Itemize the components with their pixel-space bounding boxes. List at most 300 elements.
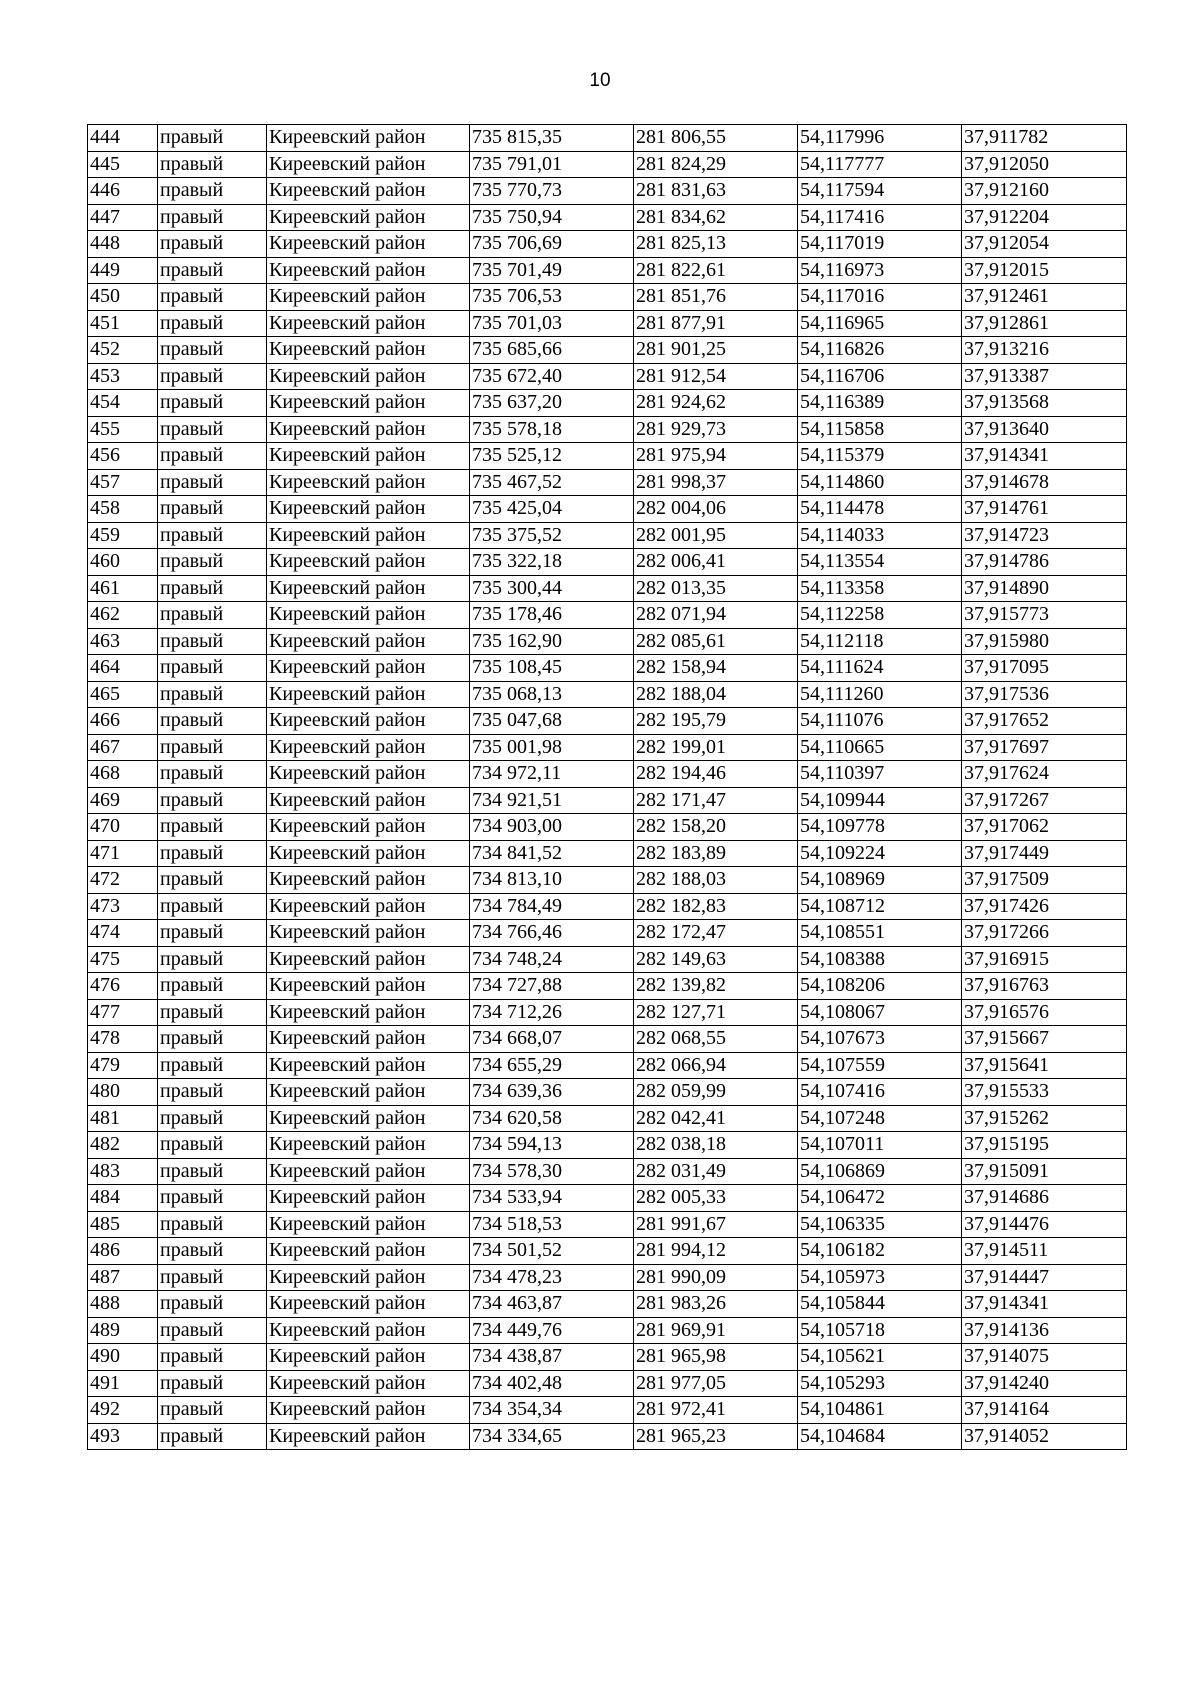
longitude-cell: 37,917697: [962, 734, 1127, 761]
y-coordinate-cell: 281 806,55: [634, 125, 798, 152]
latitude-cell: 54,104684: [798, 1423, 962, 1450]
longitude-cell: 37,917062: [962, 814, 1127, 841]
district-cell: Киреевский район: [267, 549, 470, 576]
district-cell: Киреевский район: [267, 284, 470, 311]
bank-cell: правый: [158, 1264, 267, 1291]
latitude-cell: 54,112258: [798, 602, 962, 629]
point-number-cell: 455: [88, 416, 158, 443]
y-coordinate-cell: 281 929,73: [634, 416, 798, 443]
bank-cell: правый: [158, 310, 267, 337]
y-coordinate-cell: 282 171,47: [634, 787, 798, 814]
x-coordinate-cell: 734 478,23: [470, 1264, 634, 1291]
longitude-cell: 37,912461: [962, 284, 1127, 311]
table-row: [88, 1291, 1127, 1318]
district-cell: Киреевский район: [267, 1264, 470, 1291]
latitude-cell: 54,106869: [798, 1158, 962, 1185]
latitude-cell: 54,106182: [798, 1238, 962, 1265]
latitude-cell: 54,117594: [798, 178, 962, 205]
bank-cell: правый: [158, 575, 267, 602]
district-cell: Киреевский район: [267, 1291, 470, 1318]
longitude-cell: 37,914052: [962, 1423, 1127, 1450]
table-row: [88, 1423, 1127, 1450]
x-coordinate-cell: 735 467,52: [470, 469, 634, 496]
x-coordinate-cell: 734 712,26: [470, 999, 634, 1026]
table-row: [88, 734, 1127, 761]
point-number-cell: 456: [88, 443, 158, 470]
latitude-cell: 54,106335: [798, 1211, 962, 1238]
longitude-cell: 37,913387: [962, 363, 1127, 390]
district-cell: Киреевский район: [267, 125, 470, 152]
point-number-cell: 446: [88, 178, 158, 205]
x-coordinate-cell: 734 727,88: [470, 973, 634, 1000]
y-coordinate-cell: 282 004,06: [634, 496, 798, 523]
bank-cell: правый: [158, 1291, 267, 1318]
point-number-cell: 458: [88, 496, 158, 523]
x-coordinate-cell: 734 518,53: [470, 1211, 634, 1238]
table-row: [88, 390, 1127, 417]
district-cell: Киреевский район: [267, 602, 470, 629]
table-row: [88, 416, 1127, 443]
bank-cell: правый: [158, 893, 267, 920]
y-coordinate-cell: 282 071,94: [634, 602, 798, 629]
y-coordinate-cell: 281 824,29: [634, 151, 798, 178]
district-cell: Киреевский район: [267, 496, 470, 523]
district-cell: Киреевский район: [267, 1026, 470, 1053]
y-coordinate-cell: 282 127,71: [634, 999, 798, 1026]
bank-cell: правый: [158, 1158, 267, 1185]
y-coordinate-cell: 282 188,04: [634, 681, 798, 708]
point-number-cell: 445: [88, 151, 158, 178]
bank-cell: правый: [158, 973, 267, 1000]
bank-cell: правый: [158, 1423, 267, 1450]
bank-cell: правый: [158, 125, 267, 152]
bank-cell: правый: [158, 1052, 267, 1079]
district-cell: Киреевский район: [267, 946, 470, 973]
longitude-cell: 37,913216: [962, 337, 1127, 364]
y-coordinate-cell: 281 834,62: [634, 204, 798, 231]
y-coordinate-cell: 282 006,41: [634, 549, 798, 576]
latitude-cell: 54,116965: [798, 310, 962, 337]
point-number-cell: 469: [88, 787, 158, 814]
table-row: [88, 496, 1127, 523]
longitude-cell: 37,917509: [962, 867, 1127, 894]
table-row: [88, 575, 1127, 602]
point-number-cell: 449: [88, 257, 158, 284]
latitude-cell: 54,107416: [798, 1079, 962, 1106]
table-row: [88, 469, 1127, 496]
y-coordinate-cell: 282 068,55: [634, 1026, 798, 1053]
district-cell: Киреевский район: [267, 867, 470, 894]
point-number-cell: 488: [88, 1291, 158, 1318]
bank-cell: правый: [158, 416, 267, 443]
district-cell: Киреевский район: [267, 761, 470, 788]
bank-cell: правый: [158, 761, 267, 788]
latitude-cell: 54,104861: [798, 1397, 962, 1424]
point-number-cell: 468: [88, 761, 158, 788]
bank-cell: правый: [158, 1026, 267, 1053]
y-coordinate-cell: 281 975,94: [634, 443, 798, 470]
longitude-cell: 37,914890: [962, 575, 1127, 602]
point-number-cell: 477: [88, 999, 158, 1026]
longitude-cell: 37,914240: [962, 1370, 1127, 1397]
bank-cell: правый: [158, 496, 267, 523]
point-number-cell: 491: [88, 1370, 158, 1397]
district-cell: Киреевский район: [267, 708, 470, 735]
x-coordinate-cell: 735 068,13: [470, 681, 634, 708]
bank-cell: правый: [158, 337, 267, 364]
bank-cell: правый: [158, 1317, 267, 1344]
district-cell: Киреевский район: [267, 893, 470, 920]
point-number-cell: 462: [88, 602, 158, 629]
table-row: [88, 893, 1127, 920]
x-coordinate-cell: 734 402,48: [470, 1370, 634, 1397]
latitude-cell: 54,109778: [798, 814, 962, 841]
longitude-cell: 37,912160: [962, 178, 1127, 205]
district-cell: Киреевский район: [267, 840, 470, 867]
longitude-cell: 37,914341: [962, 443, 1127, 470]
point-number-cell: 444: [88, 125, 158, 152]
y-coordinate-cell: 281 901,25: [634, 337, 798, 364]
longitude-cell: 37,915091: [962, 1158, 1127, 1185]
point-number-cell: 486: [88, 1238, 158, 1265]
y-coordinate-cell: 282 066,94: [634, 1052, 798, 1079]
table-row: [88, 337, 1127, 364]
point-number-cell: 470: [88, 814, 158, 841]
bank-cell: правый: [158, 363, 267, 390]
latitude-cell: 54,108969: [798, 867, 962, 894]
bank-cell: правый: [158, 999, 267, 1026]
latitude-cell: 54,108388: [798, 946, 962, 973]
district-cell: Киреевский район: [267, 178, 470, 205]
point-number-cell: 483: [88, 1158, 158, 1185]
x-coordinate-cell: 734 533,94: [470, 1185, 634, 1212]
point-number-cell: 487: [88, 1264, 158, 1291]
point-number-cell: 485: [88, 1211, 158, 1238]
longitude-cell: 37,915980: [962, 628, 1127, 655]
x-coordinate-cell: 734 903,00: [470, 814, 634, 841]
latitude-cell: 54,111076: [798, 708, 962, 735]
y-coordinate-cell: 282 172,47: [634, 920, 798, 947]
table-row: [88, 257, 1127, 284]
x-coordinate-cell: 734 813,10: [470, 867, 634, 894]
longitude-cell: 37,914075: [962, 1344, 1127, 1371]
point-number-cell: 475: [88, 946, 158, 973]
latitude-cell: 54,107559: [798, 1052, 962, 1079]
bank-cell: правый: [158, 1211, 267, 1238]
x-coordinate-cell: 734 639,36: [470, 1079, 634, 1106]
longitude-cell: 37,914164: [962, 1397, 1127, 1424]
point-number-cell: 493: [88, 1423, 158, 1450]
point-number-cell: 451: [88, 310, 158, 337]
y-coordinate-cell: 282 195,79: [634, 708, 798, 735]
bank-cell: правый: [158, 708, 267, 735]
latitude-cell: 54,115379: [798, 443, 962, 470]
bank-cell: правый: [158, 522, 267, 549]
bank-cell: правый: [158, 178, 267, 205]
table-row: [88, 1397, 1127, 1424]
longitude-cell: 37,913568: [962, 390, 1127, 417]
longitude-cell: 37,915773: [962, 602, 1127, 629]
table-row: [88, 151, 1127, 178]
bank-cell: правый: [158, 655, 267, 682]
x-coordinate-cell: 734 972,11: [470, 761, 634, 788]
point-number-cell: 481: [88, 1105, 158, 1132]
longitude-cell: 37,915262: [962, 1105, 1127, 1132]
bank-cell: правый: [158, 1397, 267, 1424]
bank-cell: правый: [158, 204, 267, 231]
latitude-cell: 54,107011: [798, 1132, 962, 1159]
longitude-cell: 37,917095: [962, 655, 1127, 682]
longitude-cell: 37,915195: [962, 1132, 1127, 1159]
table-row: [88, 973, 1127, 1000]
x-coordinate-cell: 735 706,69: [470, 231, 634, 258]
latitude-cell: 54,117019: [798, 231, 962, 258]
bank-cell: правый: [158, 1185, 267, 1212]
latitude-cell: 54,109944: [798, 787, 962, 814]
y-coordinate-cell: 281 983,26: [634, 1291, 798, 1318]
latitude-cell: 54,116706: [798, 363, 962, 390]
longitude-cell: 37,914761: [962, 496, 1127, 523]
point-number-cell: 453: [88, 363, 158, 390]
point-number-cell: 489: [88, 1317, 158, 1344]
y-coordinate-cell: 282 059,99: [634, 1079, 798, 1106]
x-coordinate-cell: 734 748,24: [470, 946, 634, 973]
district-cell: Киреевский район: [267, 1370, 470, 1397]
y-coordinate-cell: 282 085,61: [634, 628, 798, 655]
district-cell: Киреевский район: [267, 1052, 470, 1079]
bank-cell: правый: [158, 1344, 267, 1371]
district-cell: Киреевский район: [267, 628, 470, 655]
longitude-cell: 37,914686: [962, 1185, 1127, 1212]
x-coordinate-cell: 735 300,44: [470, 575, 634, 602]
latitude-cell: 54,111624: [798, 655, 962, 682]
bank-cell: правый: [158, 814, 267, 841]
table-row: [88, 708, 1127, 735]
longitude-cell: 37,917266: [962, 920, 1127, 947]
table-row: [88, 946, 1127, 973]
district-cell: Киреевский район: [267, 1423, 470, 1450]
point-number-cell: 473: [88, 893, 158, 920]
latitude-cell: 54,107673: [798, 1026, 962, 1053]
point-number-cell: 447: [88, 204, 158, 231]
latitude-cell: 54,114033: [798, 522, 962, 549]
point-number-cell: 464: [88, 655, 158, 682]
x-coordinate-cell: 734 578,30: [470, 1158, 634, 1185]
table-row: [88, 1079, 1127, 1106]
table-row: [88, 1344, 1127, 1371]
district-cell: Киреевский район: [267, 920, 470, 947]
table-row: [88, 178, 1127, 205]
table-row: [88, 814, 1127, 841]
latitude-cell: 54,107248: [798, 1105, 962, 1132]
latitude-cell: 54,108206: [798, 973, 962, 1000]
table-row: [88, 840, 1127, 867]
longitude-cell: 37,915667: [962, 1026, 1127, 1053]
y-coordinate-cell: 281 965,98: [634, 1344, 798, 1371]
longitude-cell: 37,917267: [962, 787, 1127, 814]
y-coordinate-cell: 282 188,03: [634, 867, 798, 894]
table-row: [88, 1105, 1127, 1132]
longitude-cell: 37,912054: [962, 231, 1127, 258]
x-coordinate-cell: 735 815,35: [470, 125, 634, 152]
district-cell: Киреевский район: [267, 787, 470, 814]
y-coordinate-cell: 281 912,54: [634, 363, 798, 390]
x-coordinate-cell: 734 921,51: [470, 787, 634, 814]
table-body: [88, 125, 1127, 1450]
district-cell: Киреевский район: [267, 999, 470, 1026]
x-coordinate-cell: 734 594,13: [470, 1132, 634, 1159]
y-coordinate-cell: 281 822,61: [634, 257, 798, 284]
y-coordinate-cell: 281 991,67: [634, 1211, 798, 1238]
y-coordinate-cell: 282 158,20: [634, 814, 798, 841]
bank-cell: правый: [158, 840, 267, 867]
latitude-cell: 54,113358: [798, 575, 962, 602]
district-cell: Киреевский район: [267, 443, 470, 470]
bank-cell: правый: [158, 1132, 267, 1159]
district-cell: Киреевский район: [267, 814, 470, 841]
latitude-cell: 54,117416: [798, 204, 962, 231]
longitude-cell: 37,914511: [962, 1238, 1127, 1265]
x-coordinate-cell: 735 637,20: [470, 390, 634, 417]
point-number-cell: 490: [88, 1344, 158, 1371]
y-coordinate-cell: 282 182,83: [634, 893, 798, 920]
x-coordinate-cell: 735 425,04: [470, 496, 634, 523]
x-coordinate-cell: 734 438,87: [470, 1344, 634, 1371]
longitude-cell: 37,917449: [962, 840, 1127, 867]
longitude-cell: 37,912861: [962, 310, 1127, 337]
y-coordinate-cell: 282 194,46: [634, 761, 798, 788]
latitude-cell: 54,105718: [798, 1317, 962, 1344]
x-coordinate-cell: 734 354,34: [470, 1397, 634, 1424]
y-coordinate-cell: 282 038,18: [634, 1132, 798, 1159]
longitude-cell: 37,914723: [962, 522, 1127, 549]
table-row: [88, 522, 1127, 549]
coordinates-table: [87, 124, 1127, 1450]
bank-cell: правый: [158, 920, 267, 947]
latitude-cell: 54,116826: [798, 337, 962, 364]
table-row: [88, 787, 1127, 814]
bank-cell: правый: [158, 867, 267, 894]
bank-cell: правый: [158, 628, 267, 655]
table-row: [88, 204, 1127, 231]
table-row: [88, 1052, 1127, 1079]
x-coordinate-cell: 735 578,18: [470, 416, 634, 443]
x-coordinate-cell: 734 784,49: [470, 893, 634, 920]
bank-cell: правый: [158, 681, 267, 708]
bank-cell: правый: [158, 1238, 267, 1265]
y-coordinate-cell: 282 031,49: [634, 1158, 798, 1185]
y-coordinate-cell: 282 149,63: [634, 946, 798, 973]
bank-cell: правый: [158, 734, 267, 761]
x-coordinate-cell: 734 766,46: [470, 920, 634, 947]
district-cell: Киреевский район: [267, 1397, 470, 1424]
district-cell: Киреевский район: [267, 416, 470, 443]
x-coordinate-cell: 735 672,40: [470, 363, 634, 390]
latitude-cell: 54,105293: [798, 1370, 962, 1397]
bank-cell: правый: [158, 1105, 267, 1132]
table-row: [88, 602, 1127, 629]
table-row: [88, 1264, 1127, 1291]
point-number-cell: 452: [88, 337, 158, 364]
point-number-cell: 472: [88, 867, 158, 894]
x-coordinate-cell: 735 178,46: [470, 602, 634, 629]
district-cell: Киреевский район: [267, 681, 470, 708]
table-row: [88, 231, 1127, 258]
district-cell: Киреевский район: [267, 1211, 470, 1238]
y-coordinate-cell: 281 969,91: [634, 1317, 798, 1344]
point-number-cell: 471: [88, 840, 158, 867]
district-cell: Киреевский район: [267, 1079, 470, 1106]
table-row: [88, 867, 1127, 894]
latitude-cell: 54,108067: [798, 999, 962, 1026]
point-number-cell: 454: [88, 390, 158, 417]
point-number-cell: 466: [88, 708, 158, 735]
bank-cell: правый: [158, 602, 267, 629]
bank-cell: правый: [158, 946, 267, 973]
point-number-cell: 480: [88, 1079, 158, 1106]
x-coordinate-cell: 734 463,87: [470, 1291, 634, 1318]
point-number-cell: 467: [88, 734, 158, 761]
page-number: 10: [589, 70, 611, 91]
y-coordinate-cell: 281 977,05: [634, 1370, 798, 1397]
y-coordinate-cell: 282 042,41: [634, 1105, 798, 1132]
point-number-cell: 484: [88, 1185, 158, 1212]
bank-cell: правый: [158, 284, 267, 311]
bank-cell: правый: [158, 469, 267, 496]
table-row: [88, 310, 1127, 337]
district-cell: Киреевский район: [267, 1105, 470, 1132]
district-cell: Киреевский район: [267, 204, 470, 231]
district-cell: Киреевский район: [267, 310, 470, 337]
y-coordinate-cell: 282 139,82: [634, 973, 798, 1000]
table-row: [88, 549, 1127, 576]
table-row: [88, 1026, 1127, 1053]
x-coordinate-cell: 735 001,98: [470, 734, 634, 761]
y-coordinate-cell: 281 965,23: [634, 1423, 798, 1450]
district-cell: Киреевский район: [267, 1158, 470, 1185]
bank-cell: правый: [158, 231, 267, 258]
point-number-cell: 479: [88, 1052, 158, 1079]
point-number-cell: 448: [88, 231, 158, 258]
longitude-cell: 37,917652: [962, 708, 1127, 735]
latitude-cell: 54,113554: [798, 549, 962, 576]
table-row: [88, 1317, 1127, 1344]
district-cell: Киреевский район: [267, 1132, 470, 1159]
x-coordinate-cell: 735 108,45: [470, 655, 634, 682]
bank-cell: правый: [158, 549, 267, 576]
longitude-cell: 37,912050: [962, 151, 1127, 178]
longitude-cell: 37,917426: [962, 893, 1127, 920]
bank-cell: правый: [158, 443, 267, 470]
latitude-cell: 54,115858: [798, 416, 962, 443]
longitude-cell: 37,914136: [962, 1317, 1127, 1344]
longitude-cell: 37,914476: [962, 1211, 1127, 1238]
x-coordinate-cell: 735 770,73: [470, 178, 634, 205]
district-cell: Киреевский район: [267, 337, 470, 364]
table-row: [88, 628, 1127, 655]
district-cell: Киреевский район: [267, 973, 470, 1000]
table-row: [88, 1132, 1127, 1159]
x-coordinate-cell: 734 655,29: [470, 1052, 634, 1079]
table-row: [88, 681, 1127, 708]
table-row: [88, 1185, 1127, 1212]
district-cell: Киреевский район: [267, 363, 470, 390]
longitude-cell: 37,913640: [962, 416, 1127, 443]
latitude-cell: 54,117777: [798, 151, 962, 178]
point-number-cell: 474: [88, 920, 158, 947]
x-coordinate-cell: 735 375,52: [470, 522, 634, 549]
longitude-cell: 37,914447: [962, 1264, 1127, 1291]
